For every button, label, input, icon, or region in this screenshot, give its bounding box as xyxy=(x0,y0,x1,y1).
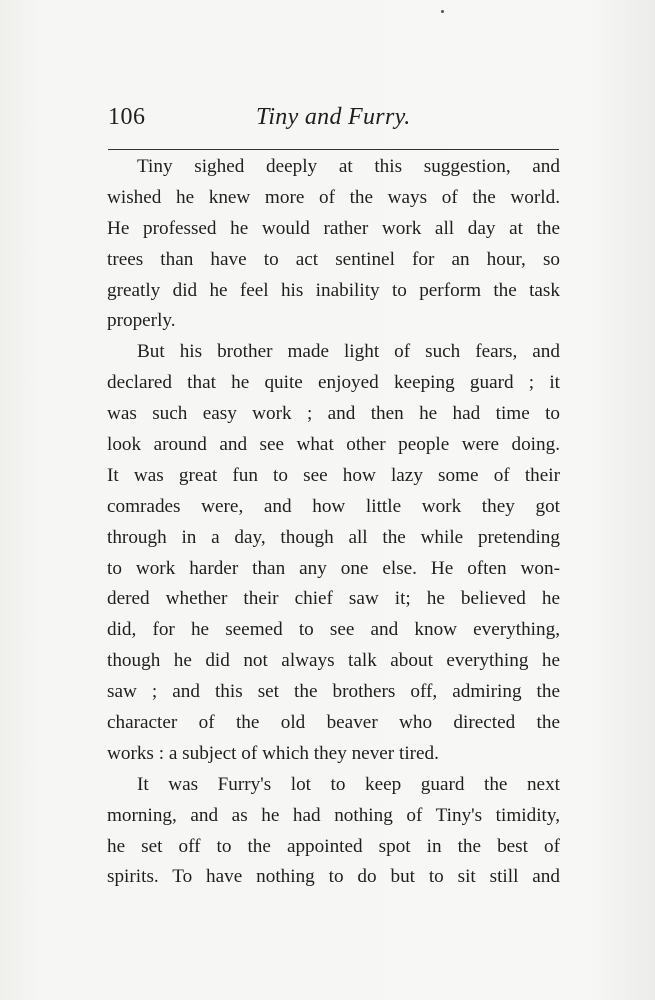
text-line: character of the old beaver who directed the xyxy=(107,712,560,734)
text-line: trees than have to act sentinel for an hour, so xyxy=(107,248,560,270)
text-line: morning, and as he had nothing of Tiny's timidity, xyxy=(107,804,560,826)
text-line: properly. xyxy=(107,310,176,332)
text-line: to work harder than any one else. He often won- xyxy=(107,557,560,579)
text-line: comrades were, and how little work they got xyxy=(107,495,560,517)
text-line: wished he knew more of the ways of the world. xyxy=(107,186,560,208)
text-line: It was Furry's lot to keep guard the next xyxy=(137,773,560,795)
text-line: declared that he quite enjoyed keeping guard ; it xyxy=(107,372,560,394)
text-line: He professed he would rather work all day at the xyxy=(107,217,560,239)
text-line: Tiny sighed deeply at this suggestion, and xyxy=(137,156,560,177)
text-line: look around and see what other people were doing. xyxy=(107,434,560,456)
text-line: did, for he seemed to see and know everything, xyxy=(107,619,560,641)
header-rule xyxy=(108,149,559,150)
text-line: It was great fun to see how lazy some of their xyxy=(107,464,560,486)
text-line: he set off to the appointed spot in the best of xyxy=(107,835,560,857)
text-line: greatly did he feel his inability to perform the task xyxy=(107,279,560,301)
text-line: dered whether their chief saw it; he believed he xyxy=(107,588,560,610)
text-line: though he did not always talk about everything he xyxy=(107,650,560,672)
text-line: But his brother made light of such fears, and xyxy=(137,341,560,363)
text-line: through in a day, though all the while pretending xyxy=(107,526,560,548)
page-number: 106 xyxy=(108,104,146,130)
body-text xyxy=(107,152,560,893)
running-title: Tiny and Furry. xyxy=(256,104,411,130)
print-speck xyxy=(441,10,444,13)
text-line: works : a subject of which they never tired. xyxy=(107,742,439,764)
text-line: saw ; and this set the brothers off, admiring the xyxy=(107,681,560,703)
text-line: spirits. To have nothing to do but to sit still and xyxy=(107,866,560,888)
page-header xyxy=(108,104,560,138)
text-line: was such easy work ; and then he had time to xyxy=(107,403,560,425)
